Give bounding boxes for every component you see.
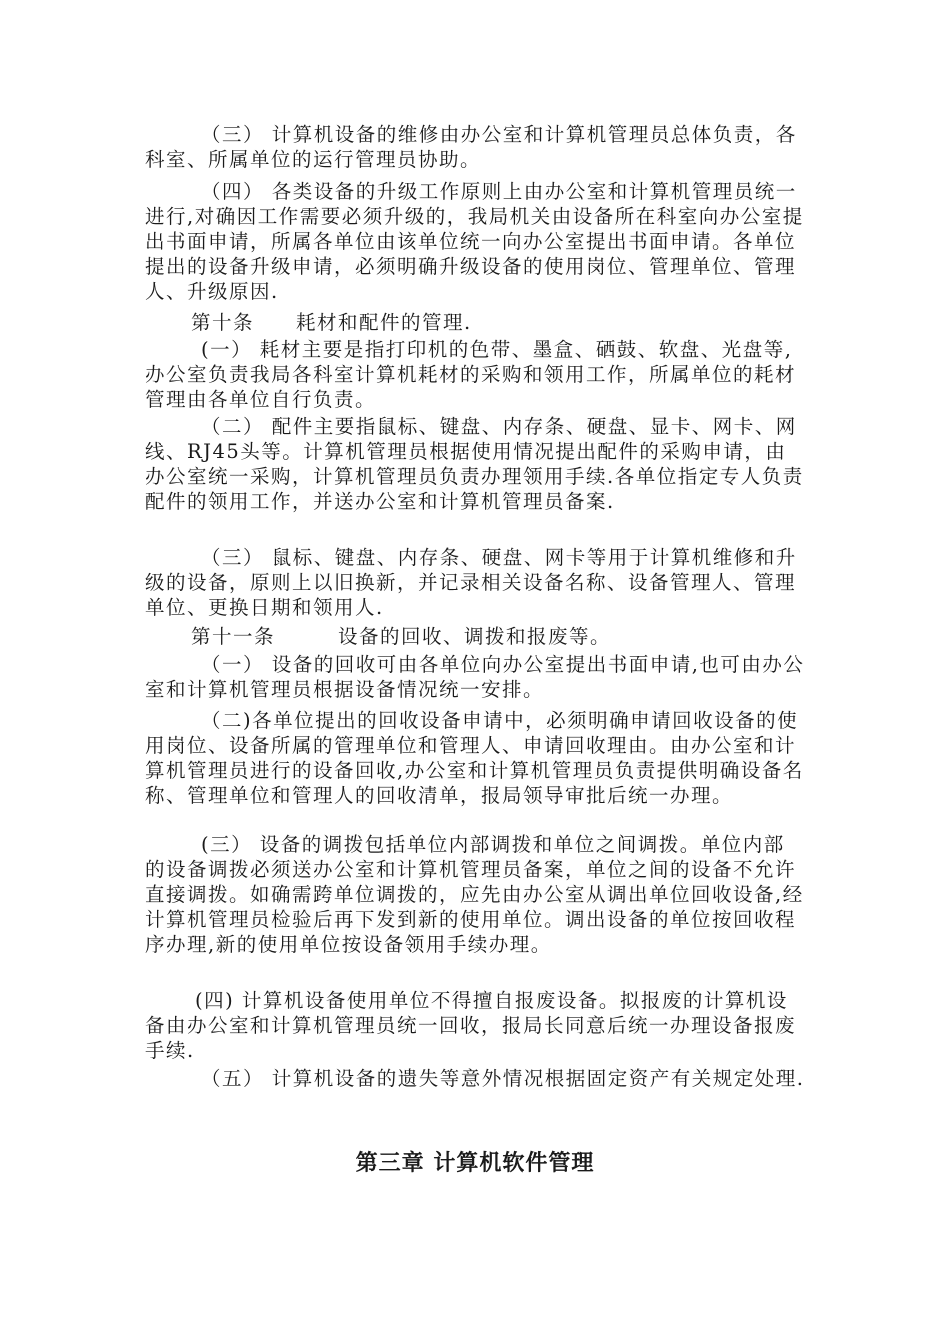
paragraph-item-4-upgrade: （四） 各类设备的升级工作原则上由办公室和计算机管理员统一进行,对确因工作需要必须升级的，我局机关由设备所在科室向办公室提出书面申请，所属各单位由该单位统一向办公室提出书面申请。各单位提出的设备升级申请，必须明确升级设备的使用岗位、管理单位、管理人、升级原因. xyxy=(145,180,804,303)
chapter-heading: 第三章 计算机软件管理 xyxy=(355,1151,595,1176)
paragraph-consumables: (一） 耗材主要是指打印机的色带、墨盒、硒鼓、软盘、光盘等,办公室负责我局各科室计算机耗材的采购和领用工作，所属单位的耗材管理由各单位自行负责。 xyxy=(145,338,797,411)
article-11-heading: 第十一条 设备的回收、调拨和报废等。 xyxy=(191,625,612,648)
paragraph-item-3-repair: （三） 计算机设备的维修由办公室和计算机管理员总体负责，各科室、所属单位的运行管理员协助。 xyxy=(145,123,797,171)
paragraph-recovery-request: （二)各单位提出的回收设备申请中，必须明确申请回收设备的使用岗位、设备所属的管理单位和管理人、申请回收理由。由办公室和计算机管理员进行的设备回收,办公室和计算机管理员负责提供明确设备名称、管理单位和管理人的回收清单，报局领导审批后统一办理。 xyxy=(145,709,804,807)
paragraph-loss: （五） 计算机设备的遗失等意外情况根据固定资产有关规定处理. xyxy=(201,1067,805,1090)
article-10-heading: 第十条 耗材和配件的管理. xyxy=(191,311,472,334)
paragraph-scrap: (四) 计算机设备使用单位不得擅自报废设备。拟报废的计算机设备由办公室和计算机管理员统一回收，报局长同意后统一办理设备报废手续. xyxy=(145,989,797,1062)
paragraph-recovery: （一） 设备的回收可由各单位向办公室提出书面申请,也可由办公室和计算机管理员根据设备情况统一安排。 xyxy=(145,653,805,701)
paragraph-replacement: （三） 鼠标、键盘、内存条、硬盘、网卡等用于计算机维修和升级的设备，原则上以旧换新，并记录相关设备名称、设备管理人、管理单位、更换日期和领用人. xyxy=(145,546,797,619)
paragraph-transfer: (三） 设备的调拨包括单位内部调拨和单位之间调拨。单位内部的设备调拨必须送办公室和计算机管理员备案，单位之间的设备不允许直接调拨。如确需跨单位调拨的，应先由办公室从调出单位回收设备,经计算机管理员检验后再下发到新的使用单位。调出设备的单位按回收程序办理,新的使用单位按设备领用手续办理。 xyxy=(145,833,804,956)
paragraph-accessories: （二） 配件主要指鼠标、键盘、内存条、硬盘、显卡、网卡、网线、RJ45头等。计算机管理员根据使用情况提出配件的采购申请，由办公室统一采购，计算机管理员负责办理领用手续.各单位指定专人负责配件的领用工作，并送办公室和计算机管理员备案. xyxy=(145,415,804,513)
